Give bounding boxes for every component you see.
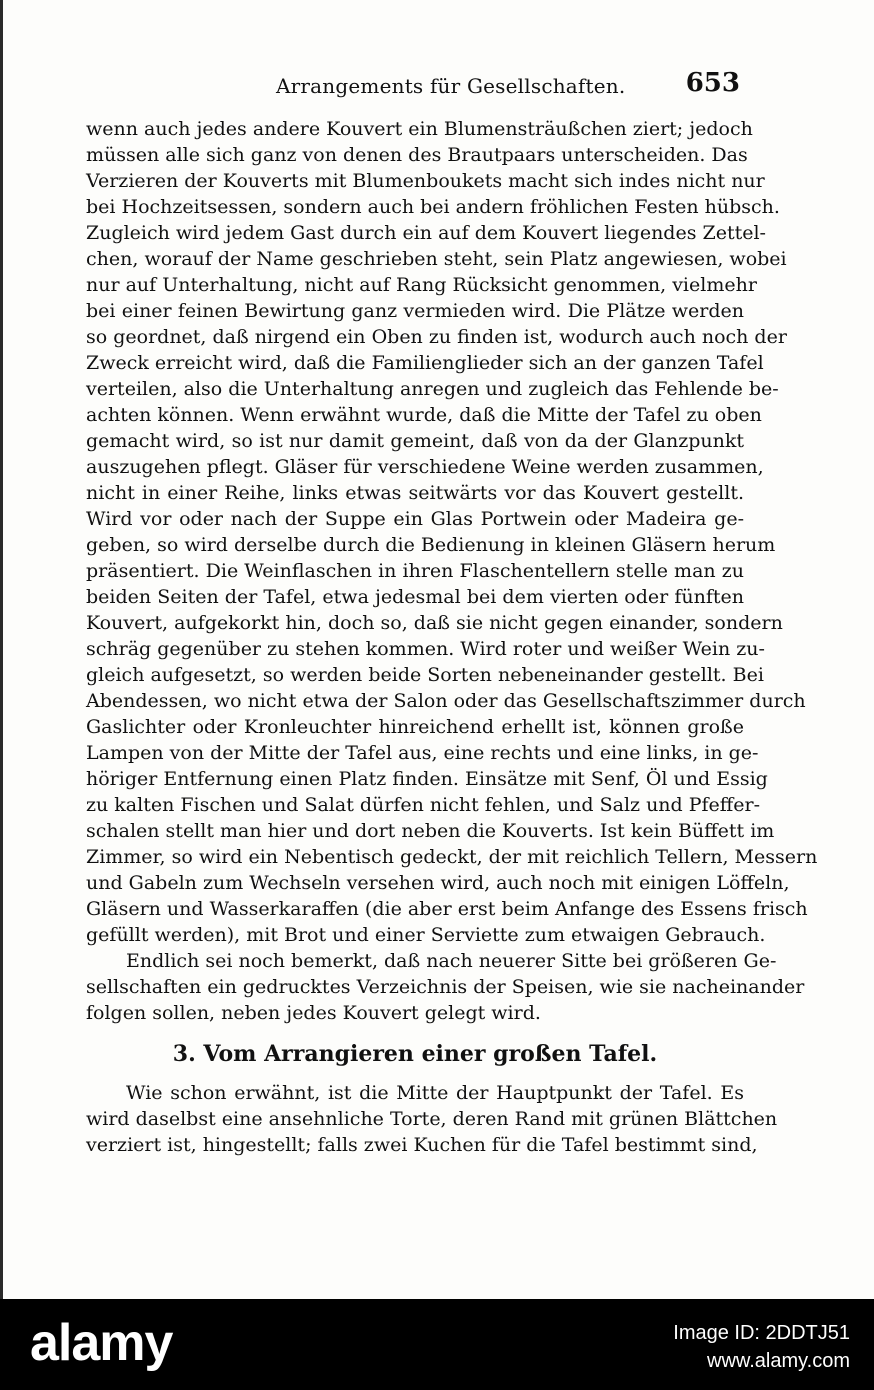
- text-line: so geordnet, daß nirgend ein Oben zu finden ist, wodurch auch noch der: [86, 326, 787, 348]
- text-line: schalen stellt man hier und dort neben die Kouverts. Ist kein Büffett im: [86, 820, 775, 842]
- brand-logo: alamy: [30, 1314, 173, 1372]
- text-line: folgen sollen, neben jedes Kouvert gelegt wird.: [86, 1002, 541, 1024]
- paragraph-3: [86, 1080, 778, 1158]
- text-line: Wie schon erwähnt, ist die Mitte der Hauptpunkt der Tafel. Es: [126, 1082, 744, 1104]
- text-line: nicht in einer Reihe, links etwas seitwärts vor das Kouvert gestellt.: [86, 482, 744, 504]
- site-url: www.alamy.com: [707, 1350, 850, 1372]
- text-line: Lampen von der Mitte der Tafel aus, eine rechts und eine links, in ge-: [86, 742, 759, 764]
- text-line: Zugleich wird jedem Gast durch ein auf dem Kouvert liegendes Zettel-: [86, 222, 766, 244]
- image-id-label: Image ID: 2DDTJ51: [673, 1322, 850, 1344]
- text-line: müssen alle sich ganz von denen des Brautpaars unterscheiden. Das: [86, 144, 748, 166]
- body-text: [86, 116, 818, 1158]
- text-line: präsentiert. Die Weinflaschen in ihren Flaschentellern stelle man zu: [86, 560, 744, 582]
- paragraph-2: [86, 948, 805, 1026]
- footer-meta: [673, 1319, 850, 1375]
- text-line: wenn auch jedes andere Kouvert ein Blumensträußchen ziert; jedoch: [86, 118, 753, 140]
- text-line: Gaslichter oder Kronleuchter hinreichend erhellt ist, können große: [86, 716, 744, 738]
- text-line: Gläsern und Wasserkaraffen (die aber erst beim Anfange des Essens frisch: [86, 898, 808, 920]
- page-edge-shadow: [0, 0, 3, 1299]
- watermark-footer: [0, 1299, 874, 1390]
- text-line: bei Hochzeitsessen, sondern auch bei andern fröhlichen Festen hübsch.: [86, 196, 780, 218]
- text-line: zu kalten Fischen und Salat dürfen nicht fehlen, und Salz und Pfeffer-: [86, 794, 761, 816]
- text-line: höriger Entfernung einen Platz finden. Einsätze mit Senf, Öl und Essig: [86, 768, 768, 790]
- text-line: Zweck erreicht wird, daß die Familienglieder sich an der ganzen Tafel: [86, 352, 764, 374]
- text-line: verziert ist, hingestellt; falls zwei Kuchen für die Tafel bestimmt sind,: [86, 1134, 758, 1156]
- running-header: [86, 68, 740, 102]
- text-line: beiden Seiten der Tafel, etwa jedesmal bei dem vierten oder fünften: [86, 586, 744, 608]
- text-line: Endlich sei noch bemerkt, daß nach neuerer Sitte bei größeren Ge-: [126, 950, 777, 972]
- text-line: chen, worauf der Name geschrieben steht, sein Platz angewiesen, wobei: [86, 248, 787, 270]
- text-line: Kouvert, aufgekorkt hin, doch so, daß sie nicht gegen einander, sondern: [86, 612, 783, 634]
- text-line: gleich aufgesetzt, so werden beide Sorten nebeneinander gestellt. Bei: [86, 664, 764, 686]
- text-line: Abendessen, wo nicht etwa der Salon oder das Gesellschaftszimmer durch: [86, 690, 806, 712]
- text-line: gemacht wird, so ist nur damit gemeint, daß von da der Glanzpunkt: [86, 430, 744, 452]
- paragraph-1: [86, 116, 818, 948]
- text-line: und Gabeln zum Wechseln versehen wird, auch noch mit einigen Löffeln,: [86, 872, 790, 894]
- text-line: Wird vor oder nach der Suppe ein Glas Portwein oder Madeira ge-: [86, 508, 744, 530]
- text-line: achten können. Wenn erwähnt wurde, daß die Mitte der Tafel zu oben: [86, 404, 762, 426]
- section-heading: 3. Vom Arrangieren einer großen Tafel.: [172, 1041, 658, 1067]
- text-line: auszugehen pflegt. Gläser für verschiedene Weine werden zusammen,: [86, 456, 764, 478]
- page-number: 653: [685, 68, 740, 98]
- text-line: verteilen, also die Unterhaltung anregen und zugleich das Fehlende be-: [86, 378, 779, 400]
- text-line: bei einer feinen Bewirtung ganz vermieden wird. Die Plätze werden: [86, 300, 744, 322]
- text-line: Zimmer, so wird ein Nebentisch gedeckt, der mit reichlich Tellern, Messern: [86, 846, 818, 868]
- text-line: geben, so wird derselbe durch die Bedienung in kleinen Gläsern herum: [86, 534, 776, 556]
- text-line: sellschaften ein gedrucktes Verzeichnis der Speisen, wie sie nacheinander: [86, 976, 805, 998]
- running-title: Arrangements für Gesellschaften.: [276, 74, 626, 98]
- text-line: schräg gegenüber zu stehen kommen. Wird roter und weißer Wein zu-: [86, 638, 765, 660]
- text-line: gefüllt werden), mit Brot und einer Serviette zum etwaigen Gebrauch.: [86, 924, 766, 946]
- text-line: wird daselbst eine ansehnliche Torte, deren Rand mit grünen Blättchen: [86, 1108, 778, 1130]
- text-line: Verzieren der Kouverts mit Blumenboukets macht sich indes nicht nur: [86, 170, 765, 192]
- text-line: nur auf Unterhaltung, nicht auf Rang Rücksicht genommen, vielmehr: [86, 274, 757, 296]
